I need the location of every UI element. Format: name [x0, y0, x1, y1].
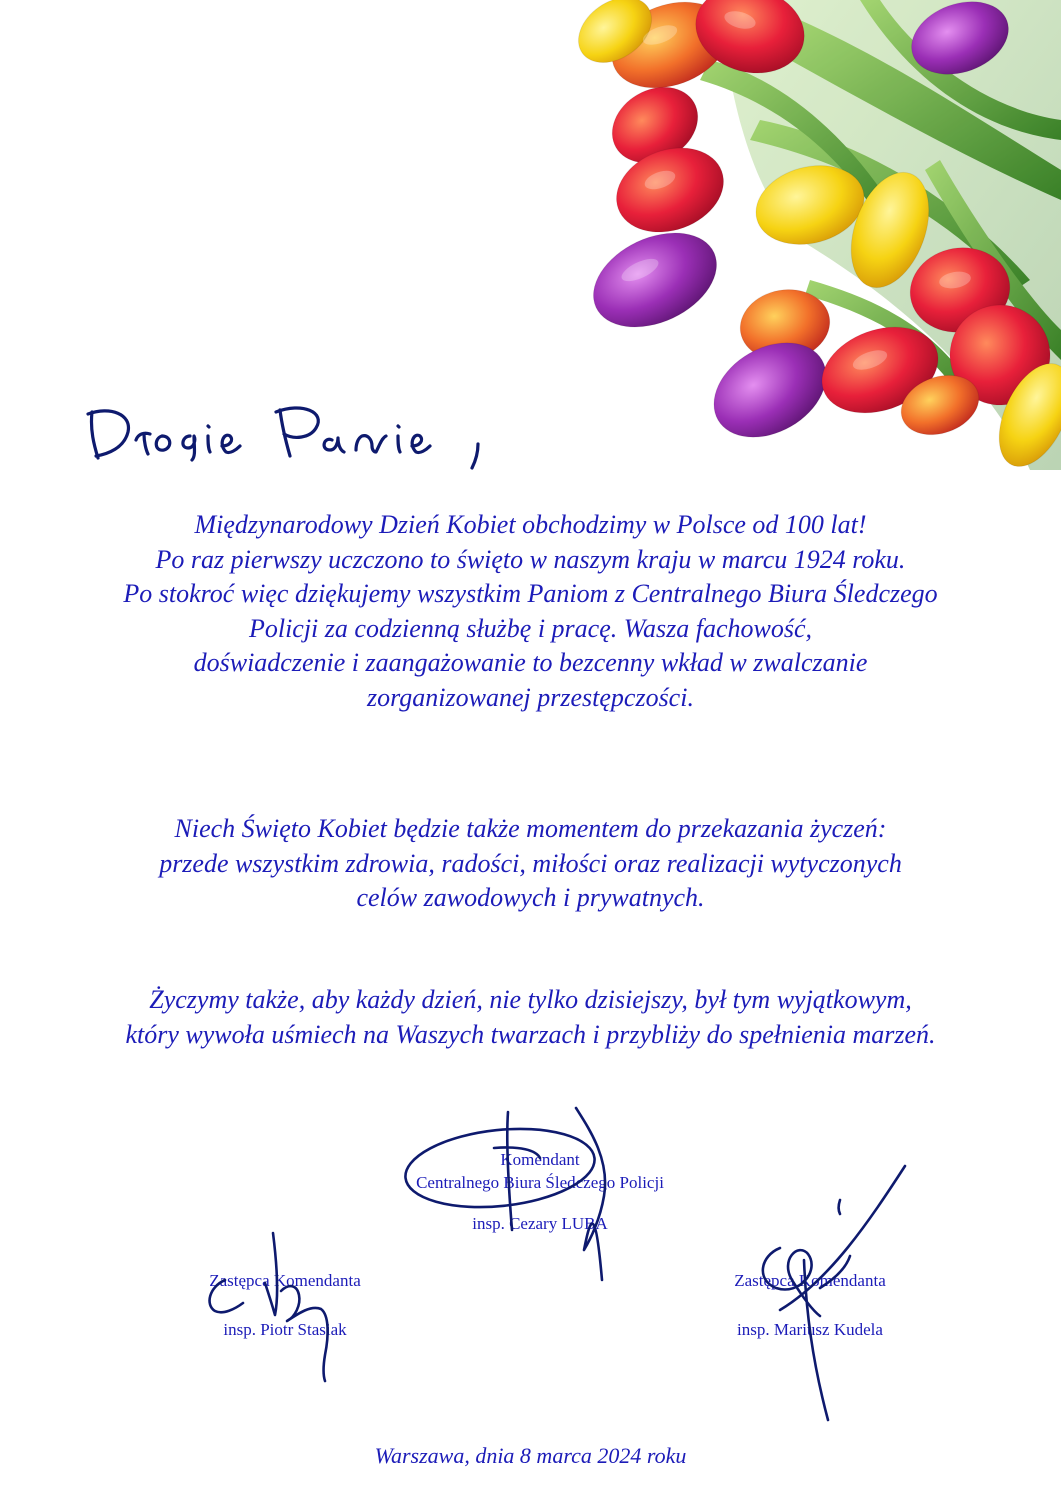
- letter-line: przede wszystkim zdrowia, radości, miłości oraz realizacji wytyczonych: [159, 848, 902, 878]
- handwritten-salutation: [80, 390, 540, 480]
- letter-paragraph-3: [60, 983, 1001, 1052]
- letter-line: Życzymy także, aby każdy dzień, nie tylko dzisiejszy, był tym wyjątkowym,: [149, 985, 912, 1014]
- signatory-unit: Centralnego Biura Śledczego Policji: [416, 1173, 664, 1192]
- handwritten-signature-deputy-right: [740, 1160, 915, 1425]
- letter-paragraph-1: [60, 508, 1001, 715]
- signatory-title: Zastępca Komendanta: [734, 1271, 886, 1290]
- signatory-title: Zastępca Komendanta: [209, 1271, 361, 1290]
- letter-line: który wywoła uśmiech na Waszych twarzach i przybliży do spełnienia marzeń.: [125, 1019, 936, 1049]
- letter-line: Międzynarodowy Dzień Kobiet obchodzimy w Polsce od 100 lat!: [194, 510, 867, 539]
- letter-line: celów zawodowych i prywatnych.: [356, 883, 705, 912]
- place-and-date: Warszawa, dnia 8 marca 2024 roku: [374, 1443, 687, 1468]
- letter-line: doświadczenie i zaangażowanie to bezcenny wkład w zwalczanie: [193, 648, 868, 677]
- handwritten-signature-commander: [390, 1100, 650, 1300]
- letter-line: Po raz pierwszy uczczono to święto w naszym kraju w marcu 1924 roku.: [155, 544, 906, 574]
- letter-line: zorganizowanej przestępczości.: [367, 682, 694, 712]
- tulip-bouquet-image: [560, 0, 1061, 470]
- signatory-name: insp. Cezary LUBA: [472, 1214, 608, 1233]
- signatory-title: Komendant: [500, 1150, 580, 1169]
- handwritten-signature-deputy-left: [195, 1225, 355, 1385]
- signatory-name: insp. Piotr Stasiak: [223, 1320, 347, 1339]
- letter-line: Niech Święto Kobiet będzie także momentem do przekazania życzeń:: [174, 814, 887, 843]
- signatory-name: insp. Mariusz Kudela: [737, 1320, 883, 1339]
- letter-line: Policji za codzienną służbę i pracę. Wasza fachowość,: [248, 613, 813, 643]
- letter-line: Po stokroć więc dziękujemy wszystkim Paniom z Centralnego Biura Śledczego: [123, 579, 938, 608]
- letter-paragraph-2: [60, 812, 1001, 916]
